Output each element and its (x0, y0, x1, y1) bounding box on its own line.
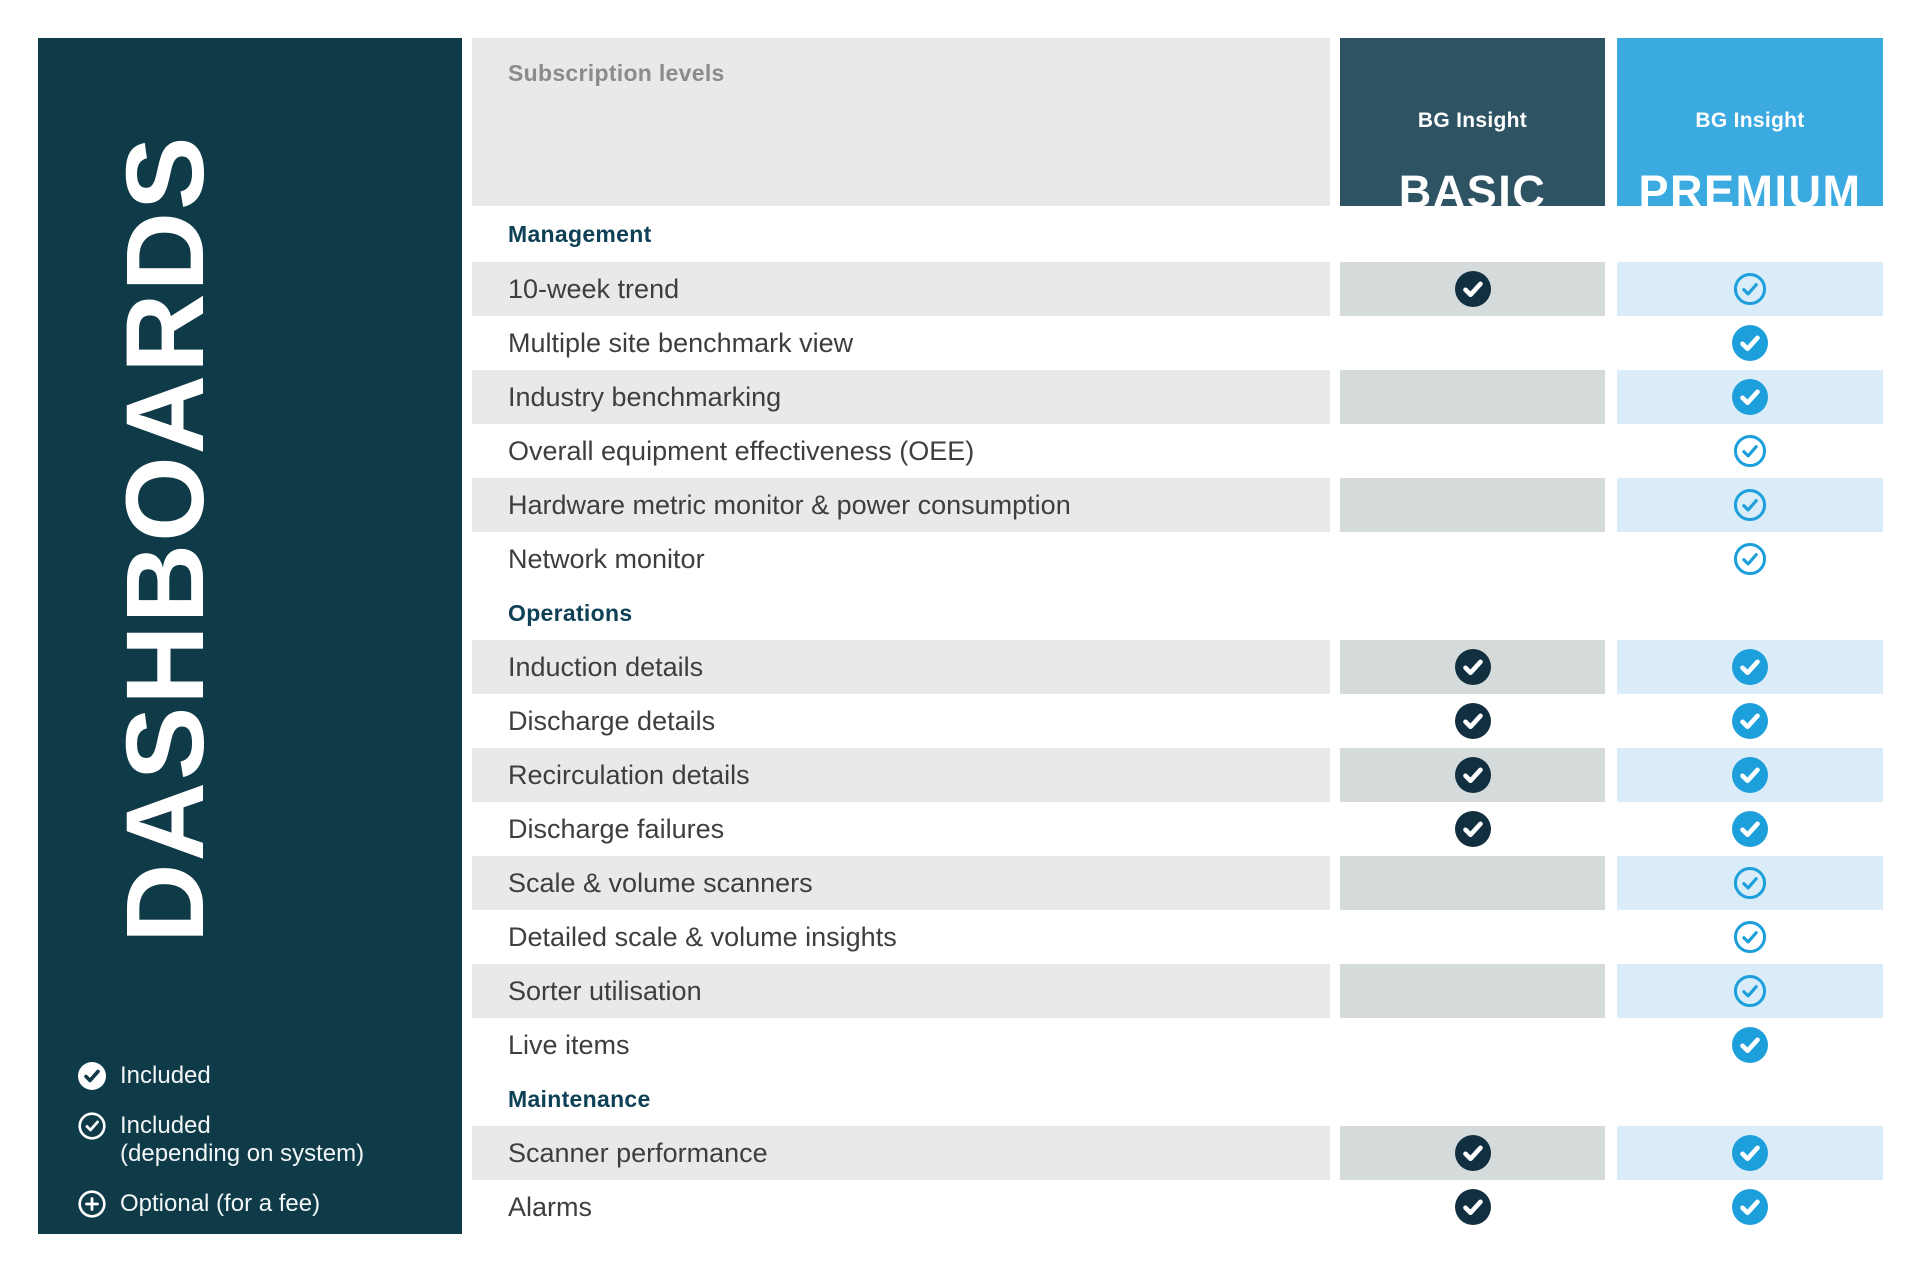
column-gap (1330, 802, 1340, 856)
feature-cell: Hardware metric monitor & power consumption (472, 478, 1330, 532)
basic-cell (1340, 910, 1605, 964)
column-gap (1330, 1018, 1340, 1072)
table-row (472, 964, 1883, 1018)
feature-table (472, 206, 1883, 1234)
feature-cell: Multiple site benchmark view (508, 327, 854, 358)
check-filled-icon (1732, 1189, 1768, 1225)
legend-label: Optional (for a fee) (120, 1190, 321, 1217)
check-filled-icon (1455, 703, 1491, 739)
column-gap (1330, 478, 1340, 532)
table-row (472, 640, 1883, 694)
premium-cell (1617, 694, 1883, 748)
premium-cell (1617, 532, 1883, 586)
column-gap (1605, 640, 1617, 694)
check-outline-icon (1733, 434, 1767, 468)
column-gap (1330, 964, 1340, 1018)
premium-cell (1617, 1180, 1883, 1234)
basic-cell (1340, 316, 1605, 370)
section-title-operations: Operations (508, 599, 633, 626)
table-row (472, 802, 1883, 856)
sidebar (38, 38, 462, 1234)
plus-outline-icon (78, 1190, 106, 1218)
table-row (472, 694, 1883, 748)
check-filled-icon (1732, 325, 1768, 361)
basic-cell (1340, 694, 1605, 748)
table-row (472, 478, 1883, 532)
basic-cell (1340, 424, 1605, 478)
check-outline-icon (1733, 974, 1767, 1008)
column-header-basic (1340, 38, 1605, 217)
column-gap (1605, 694, 1617, 748)
check-filled-icon (1732, 379, 1768, 415)
basic-cell (1340, 262, 1605, 316)
tier-label-premium: PREMIUM (1638, 166, 1862, 217)
column-gap (1330, 262, 1340, 316)
column-gap (1605, 802, 1617, 856)
column-gap (1330, 532, 1340, 586)
feature-cell: Recirculation details (472, 748, 1330, 802)
table-row (472, 1126, 1883, 1180)
feature-cell: Induction details (472, 640, 1330, 694)
premium-cell (1617, 802, 1883, 856)
premium-cell (1617, 856, 1883, 910)
table-row (472, 748, 1883, 802)
table-row (472, 1180, 1883, 1234)
column-gap (1605, 964, 1617, 1018)
table-row (472, 316, 1883, 370)
check-filled-icon (1732, 1135, 1768, 1171)
column-gap (1605, 370, 1617, 424)
section-title-management: Management (508, 220, 652, 247)
table-row (472, 856, 1883, 910)
column-gap (1605, 532, 1617, 586)
column-gap (1330, 1180, 1340, 1234)
brand-label: BG Insight (1695, 109, 1805, 132)
check-outline-icon (78, 1112, 106, 1140)
table-row (472, 532, 1883, 586)
table-row (472, 1018, 1883, 1072)
column-gap (1605, 1180, 1617, 1234)
basic-cell (1340, 964, 1605, 1018)
check-outline-icon (1733, 920, 1767, 954)
column-gap (1605, 856, 1617, 910)
check-outline-icon (1733, 272, 1767, 306)
column-gap (1330, 694, 1340, 748)
check-filled-icon (1455, 811, 1491, 847)
feature-cell: Sorter utilisation (472, 964, 1330, 1018)
check-filled-icon (1455, 757, 1491, 793)
check-filled-icon (1455, 271, 1491, 307)
check-filled-icon (1732, 1027, 1768, 1063)
column-gap (1330, 370, 1340, 424)
column-gap (1330, 640, 1340, 694)
column-gap (1605, 316, 1617, 370)
column-gap (1605, 748, 1617, 802)
feature-cell: Overall equipment effectiveness (OEE) (508, 435, 975, 466)
check-filled-icon (78, 1062, 106, 1090)
basic-cell (1340, 1018, 1605, 1072)
premium-cell (1617, 964, 1883, 1018)
basic-cell (1340, 1180, 1605, 1234)
table-row (472, 370, 1883, 424)
premium-cell (1617, 478, 1883, 532)
check-filled-icon (1732, 703, 1768, 739)
subscription-levels-label: Subscription levels (508, 60, 725, 86)
column-gap (1330, 910, 1340, 964)
premium-cell (1617, 316, 1883, 370)
feature-cell: Detailed scale & volume insights (508, 921, 897, 952)
column-gap (1605, 1126, 1617, 1180)
section-title-maintenance: Maintenance (508, 1085, 651, 1112)
premium-cell (1617, 262, 1883, 316)
check-filled-icon (1455, 1189, 1491, 1225)
check-outline-icon (1733, 488, 1767, 522)
column-gap (1605, 424, 1617, 478)
premium-cell (1617, 370, 1883, 424)
table-row (472, 262, 1883, 316)
feature-cell: Discharge details (508, 705, 716, 736)
check-filled-icon (1732, 757, 1768, 793)
feature-cell: Scanner performance (472, 1126, 1330, 1180)
table-row (472, 910, 1883, 964)
premium-cell (1617, 424, 1883, 478)
feature-cell: 10-week trend (472, 262, 1330, 316)
column-gap (1330, 424, 1340, 478)
column-gap (1605, 910, 1617, 964)
tier-label-basic: BASIC (1398, 166, 1547, 217)
check-outline-icon (1733, 542, 1767, 576)
basic-cell (1340, 370, 1605, 424)
legend-item-included (78, 1062, 211, 1090)
premium-cell (1617, 1126, 1883, 1180)
feature-cell: Scale & volume scanners (472, 856, 1330, 910)
check-filled-icon (1455, 1135, 1491, 1171)
check-filled-icon (1455, 649, 1491, 685)
column-gap (1330, 316, 1340, 370)
legend-item-optional (78, 1190, 320, 1218)
basic-cell (1340, 1126, 1605, 1180)
column-gap (1330, 1126, 1340, 1180)
feature-cell: Industry benchmarking (472, 370, 1330, 424)
legend-label: Included (120, 1062, 211, 1089)
premium-cell (1617, 640, 1883, 694)
column-gap (1330, 856, 1340, 910)
check-filled-icon (1732, 649, 1768, 685)
brand-label: BG Insight (1417, 109, 1528, 132)
feature-cell: Live items (508, 1029, 630, 1060)
basic-cell (1340, 748, 1605, 802)
basic-cell (1340, 856, 1605, 910)
feature-cell: Network monitor (508, 543, 705, 574)
column-header-premium (1617, 38, 1883, 217)
feature-cell: Alarms (508, 1191, 593, 1222)
basic-cell (1340, 478, 1605, 532)
table-header-band (472, 38, 1330, 206)
premium-cell (1617, 1018, 1883, 1072)
basic-cell (1340, 640, 1605, 694)
basic-cell (1340, 802, 1605, 856)
legend-item-included-depending (78, 1112, 364, 1168)
feature-cell: Discharge failures (508, 813, 725, 844)
page-title: DASHBOARDS (104, 134, 227, 943)
check-filled-icon (1732, 811, 1768, 847)
premium-cell (1617, 748, 1883, 802)
column-gap (1605, 478, 1617, 532)
column-gap (1605, 262, 1617, 316)
legend-label: Included (depending on system) (120, 1112, 365, 1167)
check-outline-icon (1733, 866, 1767, 900)
column-gap (1605, 1018, 1617, 1072)
column-gap (1330, 748, 1340, 802)
premium-cell (1617, 910, 1883, 964)
basic-cell (1340, 532, 1605, 586)
table-row (472, 424, 1883, 478)
